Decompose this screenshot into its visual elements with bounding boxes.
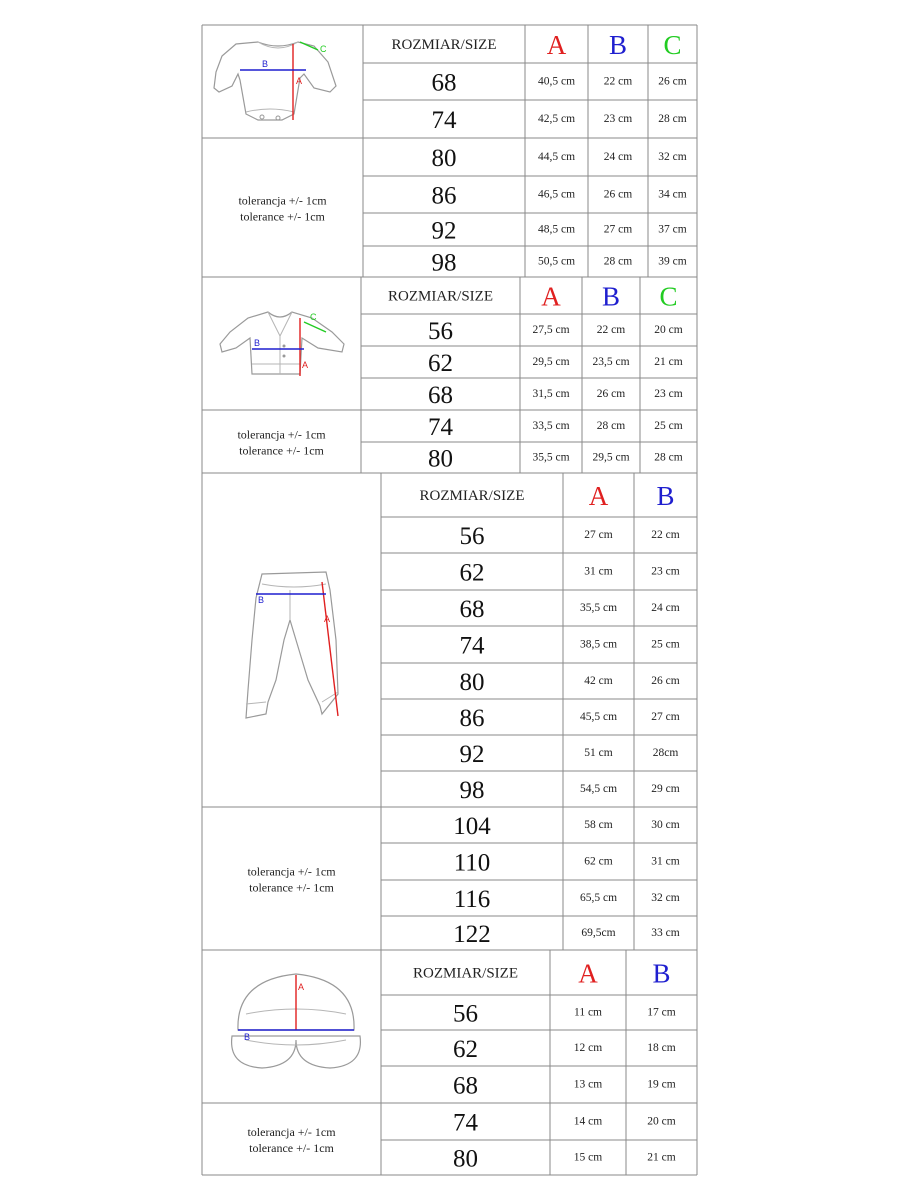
pants-measurement-b: 24 cm <box>651 602 680 614</box>
pants-measurement-a: 58 cm <box>584 819 613 831</box>
cardigan-measurement-b: 26 cm <box>596 388 626 400</box>
cardigan-size-value: 56 <box>428 318 453 345</box>
hat-diagram-label-a: A <box>298 982 305 992</box>
cardigan-size-value: 80 <box>428 445 453 473</box>
pants-measurement-b: 33 cm <box>651 927 680 939</box>
cardigan-measurement-b: 23,5 cm <box>592 356 630 368</box>
pants-size-value: 122 <box>453 921 491 948</box>
bodysuit-size-value: 68 <box>431 69 457 97</box>
bodysuit-size-header: ROZMIAR/SIZE <box>391 37 497 53</box>
hat-measurement-b: 17 cm <box>647 1006 676 1019</box>
bodysuit-size-value: 74 <box>431 107 457 134</box>
hat-measurement-a: 11 cm <box>574 1006 602 1019</box>
hat-measurement-b: 18 cm <box>647 1042 676 1054</box>
bodysuit-column-a-header: A <box>546 30 567 60</box>
cardigan-column-a-header: A <box>541 281 561 312</box>
cardigan-tolerance-line-2: tolerance +/- 1cm <box>239 443 324 458</box>
hat-measurement-a: 14 cm <box>573 1115 603 1128</box>
pants-measurement-b: 29 cm <box>651 783 680 795</box>
hat-measurement-a: 15 cm <box>573 1151 603 1164</box>
bodysuit-measurement-b: 23 cm <box>603 113 633 125</box>
hat-size-value: 74 <box>453 1109 478 1137</box>
pants-size-value: 116 <box>453 886 491 913</box>
cardigan-measurement-c: 20 cm <box>654 324 683 336</box>
pants-measurement-a: 31 cm <box>584 565 613 578</box>
bodysuit-drawing <box>214 42 336 120</box>
bodysuit-measurement-a: 40,5 cm <box>537 75 576 88</box>
cardigan-column-c-header: C <box>659 281 678 312</box>
bodysuit-diagram-label-c: C <box>320 44 327 54</box>
hat-measurement-b: 21 cm <box>647 1151 676 1164</box>
hat-size-value: 68 <box>453 1072 478 1100</box>
pants-measurement-a: 27 cm <box>584 529 613 541</box>
bodysuit-size-value: 92 <box>431 217 457 245</box>
bodysuit-measurement-c: 34 cm <box>658 188 687 201</box>
cardigan-diagram-label-b: B <box>254 338 261 348</box>
pants-measurement-a: 42 cm <box>584 675 613 687</box>
pants-column-a-header: A <box>588 481 609 511</box>
pants-size-header: ROZMIAR/SIZE <box>419 488 525 504</box>
bodysuit-measurement-a: 50,5 cm <box>537 255 576 268</box>
pants-measurement-b: 32 cm <box>651 892 680 904</box>
cardigan-drawing <box>220 312 344 374</box>
hat-tolerance-line-2: tolerance +/- 1cm <box>249 1141 334 1155</box>
pants-measure-line-a <box>322 582 338 716</box>
bodysuit-diagram-label-b: B <box>262 59 269 69</box>
bodysuit-measurement-c: 37 cm <box>658 223 687 236</box>
hat-column-a-header: A <box>578 958 598 989</box>
cardigan-measurement-a: 29,5 cm <box>532 356 570 368</box>
hat-size-value: 62 <box>453 1036 478 1063</box>
bodysuit-measurement-a: 46,5 cm <box>537 188 576 201</box>
pants-column-b-header: B <box>656 481 675 511</box>
cardigan-measure-line-c <box>304 322 326 332</box>
pants-size-value: 56 <box>459 523 485 550</box>
pants-size-value: 80 <box>459 669 485 696</box>
hat-size-value: 80 <box>453 1145 478 1173</box>
pants-measurement-b: 31 cm <box>651 855 680 868</box>
bodysuit-measurement-c: 39 cm <box>658 255 687 268</box>
bodysuit-measurement-b: 26 cm <box>603 188 633 201</box>
bodysuit-measurement-c: 26 cm <box>658 75 687 88</box>
bodysuit-measurement-b: 24 cm <box>603 151 633 163</box>
bodysuit-measurement-a: 48,5 cm <box>537 223 576 236</box>
pants-diagram-label-b: B <box>258 595 265 605</box>
cardigan-size-value: 68 <box>428 382 453 409</box>
bodysuit-measurement-c: 28 cm <box>658 113 687 125</box>
cardigan-measurement-a: 33,5 cm <box>532 420 570 432</box>
cardigan-size-value: 62 <box>428 350 453 377</box>
pants-measurement-a: 65,5 cm <box>579 892 618 904</box>
cardigan-measurement-c: 21 cm <box>654 356 683 368</box>
cardigan-measurement-a: 27,5 cm <box>532 324 570 336</box>
cardigan-column-b-header: B <box>601 281 621 312</box>
pants-size-value: 86 <box>459 705 485 732</box>
bodysuit-measurement-b: 27 cm <box>603 223 633 236</box>
pants-size-value: 110 <box>453 849 491 877</box>
pants-measurement-a: 51 cm <box>584 747 613 759</box>
pants-measurement-b: 30 cm <box>651 819 680 831</box>
bodysuit-size-value: 86 <box>431 182 457 210</box>
cardigan-size-value: 74 <box>428 414 453 441</box>
hat-tolerance-line-1: tolerancja +/- 1cm <box>247 1125 336 1139</box>
cardigan-measurement-c: 23 cm <box>654 388 683 400</box>
pants-measurement-a: 38,5 cm <box>579 638 618 651</box>
pants-size-value: 68 <box>459 596 485 623</box>
bodysuit-size-value: 80 <box>431 145 457 172</box>
bodysuit-measurement-b: 28 cm <box>603 255 633 268</box>
bodysuit-size-value: 98 <box>431 249 457 277</box>
cardigan-tolerance-line-1: tolerancja +/- 1cm <box>237 427 326 442</box>
bodysuit-measure-line-c <box>300 42 318 50</box>
cardigan-measurement-a: 31,5 cm <box>532 388 570 400</box>
hat-diagram-label-b: B <box>244 1032 251 1042</box>
pants-measurement-a: 54,5 cm <box>579 783 618 795</box>
cardigan-diagram-label-a: A <box>302 360 309 370</box>
bodysuit-measurement-b: 22 cm <box>603 75 633 88</box>
hat-size-header: ROZMIAR/SIZE <box>413 965 518 982</box>
pants-measurement-a: 62 cm <box>584 855 613 868</box>
pants-size-value: 104 <box>453 813 491 840</box>
bodysuit-tolerance-line-2: tolerance +/- 1cm <box>240 209 325 224</box>
pants-measurement-b: 23 cm <box>651 565 680 578</box>
pants-size-value: 98 <box>459 777 485 804</box>
pants-measurement-b: 27 cm <box>651 711 680 723</box>
cardigan-size-header: ROZMIAR/SIZE <box>388 288 493 305</box>
hat-size-value: 56 <box>453 1000 478 1028</box>
bodysuit-column-b-header: B <box>608 30 628 60</box>
hat-measurement-b: 20 cm <box>647 1115 676 1128</box>
bodysuit-tolerance-line-1: tolerancja +/- 1cm <box>238 193 327 208</box>
bodysuit-measurement-c: 32 cm <box>658 151 687 163</box>
pants-measurement-b: 25 cm <box>651 638 680 651</box>
pants-diagram-label-a: A <box>324 614 331 624</box>
pants-tolerance-line-1: tolerancja +/- 1cm <box>247 864 336 879</box>
bodysuit-measurement-a: 44,5 cm <box>537 151 576 163</box>
pants-measurement-b: 26 cm <box>651 675 680 687</box>
pants-measurement-b: 22 cm <box>651 529 680 541</box>
cardigan-measurement-c: 28 cm <box>654 451 683 464</box>
cardigan-measurement-a: 35,5 cm <box>532 451 570 464</box>
bodysuit-diagram-label-a: A <box>296 76 303 86</box>
pants-size-value: 92 <box>459 741 485 768</box>
pants-measurement-a: 35,5 cm <box>579 602 618 614</box>
pants-size-value: 74 <box>459 632 485 660</box>
pants-measurement-a: 69,5cm <box>581 927 616 939</box>
cardigan-measurement-b: 22 cm <box>596 324 626 336</box>
hat-column-b-header: B <box>652 958 671 989</box>
cardigan-measurement-c: 25 cm <box>654 420 683 432</box>
cardigan-measurement-b: 28 cm <box>596 420 626 432</box>
cardigan-measurement-b: 29,5 cm <box>592 451 630 464</box>
pants-measurement-b: 28cm <box>652 747 679 759</box>
hat-measurement-a: 13 cm <box>573 1078 603 1091</box>
hat-measurement-b: 19 cm <box>647 1078 676 1091</box>
bodysuit-column-c-header: C <box>663 30 682 60</box>
hat-measurement-a: 12 cm <box>573 1042 603 1054</box>
pants-size-value: 62 <box>459 559 485 587</box>
cardigan-diagram-label-c: C <box>310 312 317 322</box>
pants-tolerance-line-2: tolerance +/- 1cm <box>249 880 334 895</box>
pants-measurement-a: 45,5 cm <box>579 711 618 723</box>
bodysuit-measurement-a: 42,5 cm <box>537 113 576 125</box>
